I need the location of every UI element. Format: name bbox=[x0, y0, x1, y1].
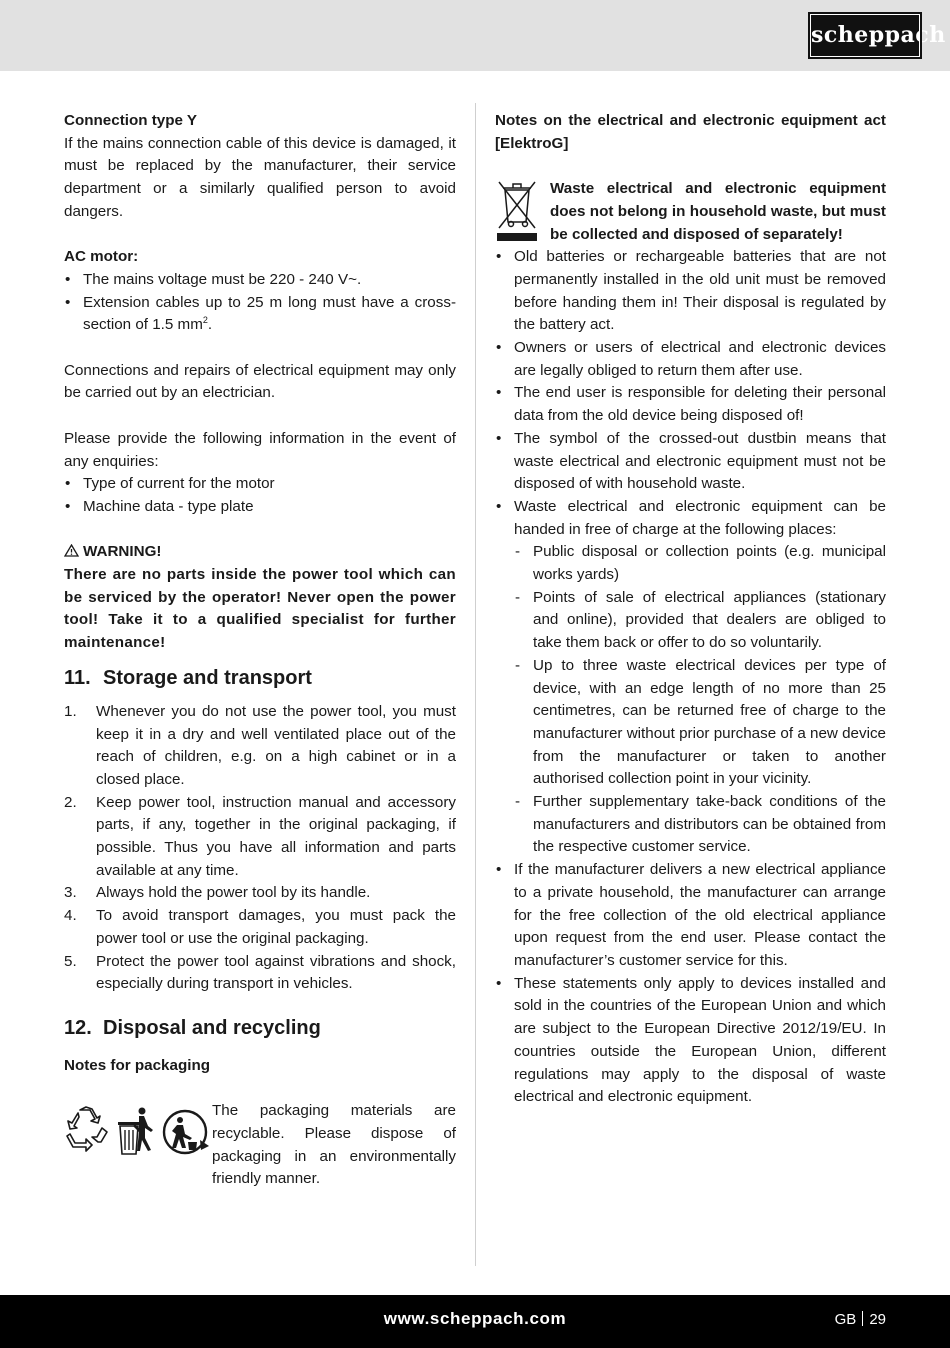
crossed-bin-icon bbox=[495, 178, 539, 242]
left-column bbox=[64, 110, 456, 1191]
item-text: Always hold the power tool by its handle. bbox=[96, 884, 371, 902]
header-bar bbox=[0, 0, 950, 71]
storage-list bbox=[64, 701, 456, 996]
list-item: • Old batteries or rechargeable batteries that are not permanently installed in the old unit must be removed before handing them in! Their disposal is regulated by the battery act. bbox=[495, 246, 886, 337]
item-number: 3. bbox=[64, 884, 77, 902]
sub-list-item: - Points of sale of electrical appliances (stationary and online), provided that dealers are obliged to take them back or offer to do so voluntarily. bbox=[514, 587, 886, 655]
section-number: 11. bbox=[64, 666, 91, 689]
page-indicator bbox=[835, 1311, 886, 1328]
section-number: 12. bbox=[64, 1016, 92, 1039]
sub-list-item: - Up to three waste electrical devices per type of device, with an edge length of no more than 25 centimetres, can be returned free of charge to the manufacturer without prior purchase of a new device from the manufacturer or taken to another authorised collection point in your vicinity. bbox=[514, 655, 886, 791]
list-item: • Owners or users of electrical and electronic devices are legally obliged to return them after use. bbox=[495, 337, 886, 382]
section-heading-disposal bbox=[64, 996, 456, 1051]
sub-list-item: - Public disposal or collection points (e.g. municipal works yards) bbox=[514, 541, 886, 586]
connection-title: Connection type Y bbox=[64, 112, 198, 129]
list-item bbox=[64, 951, 456, 996]
section-title: Disposal and recycling bbox=[103, 1016, 321, 1039]
ac-motor-title: AC motor: bbox=[64, 248, 139, 266]
item-number: 1. bbox=[64, 702, 77, 720]
list-item bbox=[64, 792, 456, 883]
superscript: 2 bbox=[202, 315, 208, 326]
item-text: Protect the power tool against vibrations and shock, especially during transport in vehicles. bbox=[96, 952, 456, 993]
weee-block bbox=[495, 178, 886, 246]
list-item: • If the manufacturer delivers a new electrical appliance to a private household, the manufacturer can arrange for the free collection of the old electrical appliance upon request from the end user. Please contact the manufacturer’s customer service for this. bbox=[495, 859, 886, 973]
item-text: Whenever you do not use the power tool, you must keep it in a dry and well ventilated place out of the reach of children, e.g. on a high cabinet or in a closed place. bbox=[96, 702, 456, 788]
right-column bbox=[495, 110, 886, 1109]
brand-logo[interactable]: scheppach bbox=[810, 14, 920, 57]
repairs-text: Connections and repairs of electrical equipment may only be carried out by an electrician. bbox=[64, 361, 456, 402]
recycling-icons bbox=[64, 1104, 210, 1160]
list-item: • Type of current for the motor bbox=[64, 473, 456, 496]
item-text: Keep power tool, instruction manual and accessory parts, if any, together in the original packaging, if possible. Thus you have all information and parts available at any time. bbox=[96, 793, 456, 879]
list-item-text: Extension cables up to 25 m long must have a cross-section of 1.5 mm bbox=[83, 293, 456, 334]
column-divider bbox=[475, 103, 476, 1266]
recycle-icon bbox=[67, 1107, 107, 1151]
item-number: 4. bbox=[64, 907, 77, 925]
warning-heading bbox=[64, 541, 456, 564]
packaging-block bbox=[64, 1100, 456, 1191]
warning-title: WARNING! bbox=[83, 543, 162, 561]
places-list bbox=[514, 541, 886, 859]
bin-person-icon bbox=[118, 1108, 153, 1155]
item-number: 2. bbox=[64, 793, 77, 811]
item-text: To avoid transport damages, you must pack the power tool or use the original packaging. bbox=[96, 907, 456, 947]
packaging-text: The packaging materials are recyclable. Please dispose of packaging in an environmentally friendly manner. bbox=[212, 1102, 456, 1188]
notes-title: Notes on the electrical and electronic equipment act [ElektroG] bbox=[495, 112, 886, 152]
connection-text: If the mains connection cable of this device is damaged, it must be replaced by the manufacturer, their service department or a similarly qualified person to avoid dangers. bbox=[64, 134, 456, 220]
tidyman-icon bbox=[164, 1111, 209, 1153]
list-item bbox=[64, 292, 456, 337]
list-item: • The mains voltage must be 220 - 240 V~. bbox=[64, 269, 456, 292]
packaging-title: Notes for packaging bbox=[64, 1056, 210, 1074]
footer-bar bbox=[0, 1295, 950, 1348]
page-number: 29 bbox=[869, 1311, 886, 1328]
language-code: GB bbox=[834, 1311, 857, 1328]
section-title: Storage and transport bbox=[103, 666, 312, 689]
website-link[interactable]: www.scheppach.com bbox=[383, 1309, 567, 1328]
enquiry-text: Please provide the following information in the event of any enquiries: bbox=[64, 429, 456, 470]
item-number: 5. bbox=[64, 952, 77, 970]
list-item-text: Waste electrical and electronic equipment can be handed in free of charge at the following places: bbox=[514, 497, 886, 538]
warning-triangle-icon bbox=[64, 544, 79, 557]
enquiry-list bbox=[64, 473, 456, 518]
ac-motor-list bbox=[64, 269, 456, 337]
list-item-end: . bbox=[207, 316, 213, 334]
weee-list bbox=[495, 246, 886, 1109]
list-item bbox=[64, 882, 456, 905]
list-item bbox=[64, 701, 456, 792]
weee-text: Waste electrical and electronic equipment does not belong in household waste, but must be collected and disposed of separately! bbox=[550, 180, 886, 243]
list-item: • The symbol of the crossed-out dustbin means that waste electrical and electronic equipment must not be disposed of with household waste. bbox=[495, 428, 886, 496]
section-heading-storage bbox=[64, 655, 456, 701]
list-item bbox=[495, 496, 886, 859]
warning-text: There are no parts inside the power tool which can be serviced by the operator! Never open the power tool! Take it to a qualified specialist for further maintenance! bbox=[64, 566, 456, 652]
list-item: • The end user is responsible for deleting their personal data from the old device being disposed of! bbox=[495, 382, 886, 427]
list-item: • Machine data - type plate bbox=[64, 496, 456, 519]
sub-list-item: - Further supplementary take-back conditions of the manufacturers and distributors can be obtained from the respective customer service. bbox=[514, 791, 886, 859]
list-item bbox=[64, 905, 456, 950]
list-item: • These statements only apply to devices installed and sold in the countries of the European Union and which are subject to the European Directive 2012/19/EU. In countries outside the European Union, different regulations may apply to the disposal of waste electrical and electronic equipment. bbox=[495, 973, 886, 1109]
